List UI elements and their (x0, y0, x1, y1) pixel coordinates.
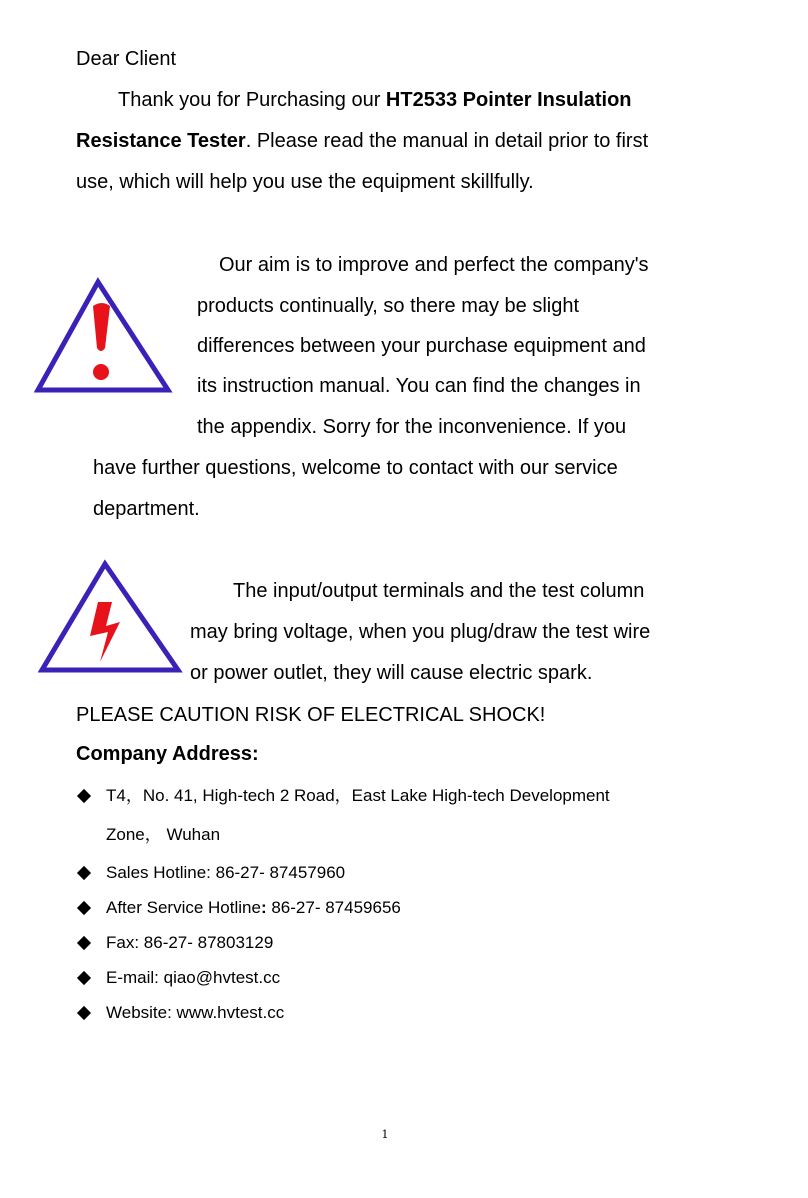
notice-line-2: products continually, so there may be slight (197, 295, 580, 317)
warning-line-2: may bring voltage, when you plug/draw the test wire (190, 621, 651, 643)
website: Website: www.hvtest.cc (106, 1003, 285, 1022)
notice-line-4: its instruction manual. You can find the changes in (197, 375, 641, 397)
intro-line-1 (118, 88, 632, 112)
notice-line-3: differences between your purchase equipment and (197, 335, 646, 357)
company-heading: Company Address: (76, 743, 259, 765)
intro-line-2 (76, 129, 648, 153)
bullet-icon (77, 1006, 91, 1020)
warning-line-1: The input/output terminals and the test column (233, 580, 645, 602)
electric-shock-icon (38, 558, 186, 676)
bullet-icon (77, 936, 91, 950)
page-number: 1 (381, 1128, 389, 1141)
bullet-icon (77, 901, 91, 915)
bullet-icon (77, 789, 91, 803)
after-service-colon: : (260, 898, 267, 917)
address-line-1: T4，No. 41, High-tech 2 Road，East Lake High-tech Development (106, 786, 610, 805)
warning-exclamation-icon (34, 276, 176, 394)
greeting: Dear Client (76, 48, 177, 70)
fax: Fax: 86-27- 87803129 (106, 933, 274, 952)
notice-line-5: the appendix. Sorry for the inconvenience. If you (197, 416, 627, 438)
email: E-mail: qiao@hvtest.cc (106, 968, 281, 987)
after-service-label: After Service Hotline (106, 898, 261, 917)
caution-text: PLEASE CAUTION RISK OF ELECTRICAL SHOCK! (76, 704, 546, 726)
intro-line-3: use, which will help you use the equipment skillfully. (76, 171, 534, 193)
address-line-2: Zone， Wuhan (106, 825, 221, 844)
bullet-icon (77, 866, 91, 880)
exclamation-dot (93, 364, 109, 380)
after-service-hotline (106, 897, 401, 919)
triangle-outline (42, 564, 178, 670)
sales-hotline: Sales Hotline: 86-27- 87457960 (106, 863, 346, 882)
lightning-bolt (90, 602, 120, 662)
notice-line-6: have further questions, welcome to contact with our service (93, 457, 618, 479)
after-service-value: 86-27- 87459656 (266, 898, 401, 917)
intro-text: . Please read the manual in detail prior to first (245, 130, 649, 152)
exclamation-bar (93, 303, 110, 351)
product-name-part2: Resistance Tester (76, 130, 246, 152)
product-name-part1: HT2533 Pointer Insulation (385, 89, 632, 111)
warning-line-3: or power outlet, they will cause electric spark. (190, 662, 593, 684)
intro-text: Thank you for Purchasing our (118, 89, 386, 111)
notice-line-7: department. (93, 498, 200, 520)
bullet-icon (77, 971, 91, 985)
notice-line-1: Our aim is to improve and perfect the company's (219, 254, 649, 276)
